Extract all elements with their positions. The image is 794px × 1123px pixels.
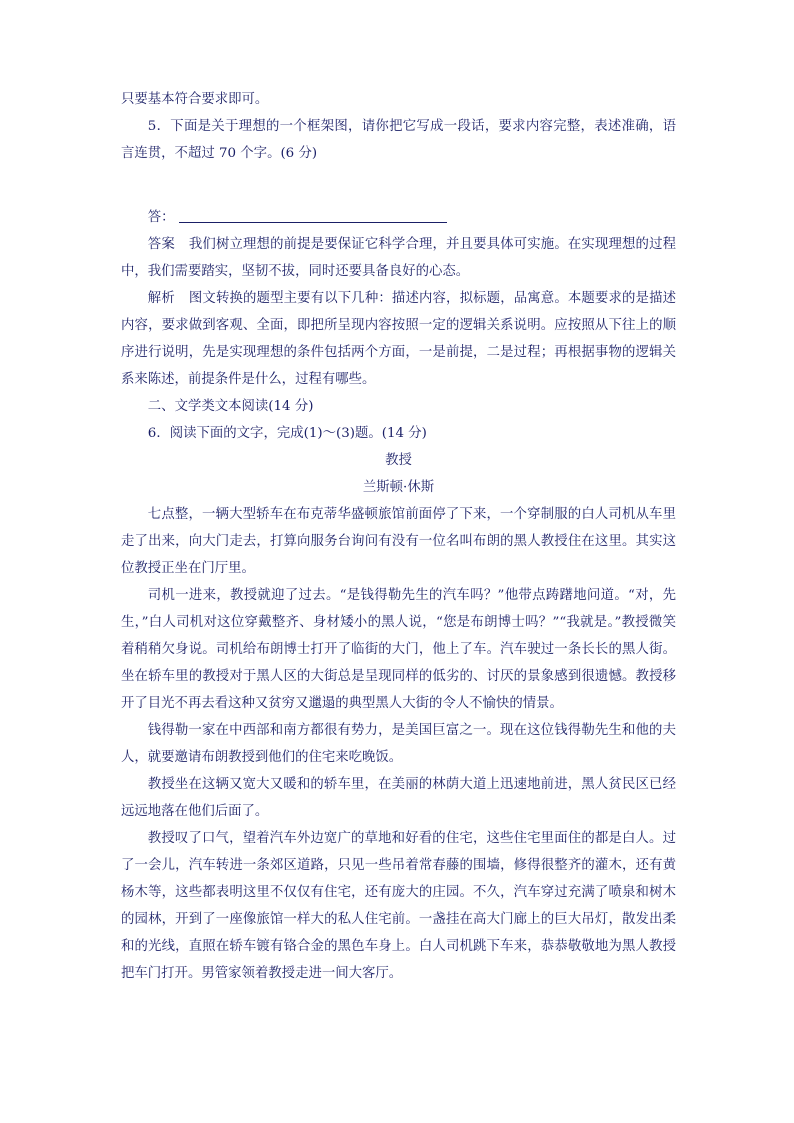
question-6-prompt: 6．阅读下面的文字，完成(1)～(3)题。(14 分)	[147, 426, 427, 441]
analysis	[121, 285, 676, 393]
answer-key	[121, 231, 676, 285]
story-paragraph: 司机一进来，教授就迎了过去。“是钱得勒先生的汽车吗？”他带点踌躇地问道。“对，先生，”白人司机对这位穿戴整齐、身材矮小的黑人说，“您是布朗博士吗？”“我就是。”教授微笑着稍稍欠身说。司机给布朗博士打开了临街的大门，他上了车。汽车驶过一条长长的黑人街。坐在轿车里的教授对于黑人区的大街总是呈现同样的低劣的、讨厌的景象感到很遗憾。教授移开了目光不再去看这种又贫穷又邋遢的典型黑人大街的令人不愉快的情景。	[121, 588, 676, 711]
story-author: 兰斯顿·休斯	[362, 480, 435, 495]
story-paragraph: 教授坐在这辆又宽大又暖和的轿车里，在美丽的林荫大道上迅速地前进，黑人贫民区已经远远地落在他们后面了。	[121, 777, 676, 819]
question-5-prompt: 5．下面是关于理想的一个框架图，请你把它写成一段话，要求内容完整，表述准确，语言连贯，不超过 70 个字。(6 分)	[121, 119, 676, 161]
story-paragraph: 教授叹了口气，望着汽车外边宽广的草地和好看的住宅，这些住宅里面住的都是白人。过了一会儿，汽车转进一条郊区道路，只见一些吊着常春藤的围墙，修得很整齐的灌木，还有黄杨木等，这些都表明这里不仅仅有住宅，还有庞大的庄园。不久，汽车穿过充满了喷泉和树木的园林，开到了一座像旅馆一样大的私人住宅前。一盏挂在高大门廊上的巨大吊灯，散发出柔和的光线，直照在轿车镀有铬合金的黑色车身上。白人司机跳下车来，恭恭敬敬地为黑人教授把车门打开。男管家领着教授走进一间大客厅。	[121, 831, 676, 981]
answer-blank	[179, 208, 447, 223]
framework-figure-space	[121, 167, 676, 204]
answer-key-label: 答案	[147, 237, 175, 252]
answer-line-row	[121, 204, 676, 231]
answer-key-text: 我们树立理想的前提是要保证它科学合理，并且要具体可实施。在实现理想的过程中，我们需要踏实，坚韧不拔，同时还要具备良好的心态。	[121, 237, 677, 279]
story-paragraph: 七点整，一辆大型轿车在布克蒂华盛顿旅馆前面停了下来，一个穿制服的白人司机从车里走了出来，向大门走去，打算向服务台询问有没有一位名叫布朗的黑人教授住在这里。其实这位教授正坐在门厅里。	[121, 507, 676, 576]
intro-tail: 只要基本符合要求即可。	[121, 92, 269, 107]
section-2-heading: 二、文学类文本阅读(14 分)	[147, 399, 314, 414]
analysis-label: 解析	[147, 291, 175, 306]
page-content	[121, 86, 676, 987]
answer-label: 答：	[147, 210, 175, 225]
story-body	[121, 501, 676, 987]
analysis-text: 图文转换的题型主要有以下几种：描述内容，拟标题，品寓意。本题要求的是描述内容，要求做到客观、全面，即把所呈现内容按照一定的逻辑关系说明。应按照从下往上的顺序进行说明，先是实现理想的条件包括两个方面，一是前提，二是过程；再根据事物的逻辑关系来陈述，前提条件是什么，过程有哪些。	[121, 291, 677, 387]
story-title: 教授	[385, 453, 412, 468]
story-paragraph: 钱得勒一家在中西部和南方都很有势力，是美国巨富之一。现在这位钱得勒先生和他的夫人，就要邀请布朗教授到他们的住宅来吃晚饭。	[121, 723, 676, 765]
